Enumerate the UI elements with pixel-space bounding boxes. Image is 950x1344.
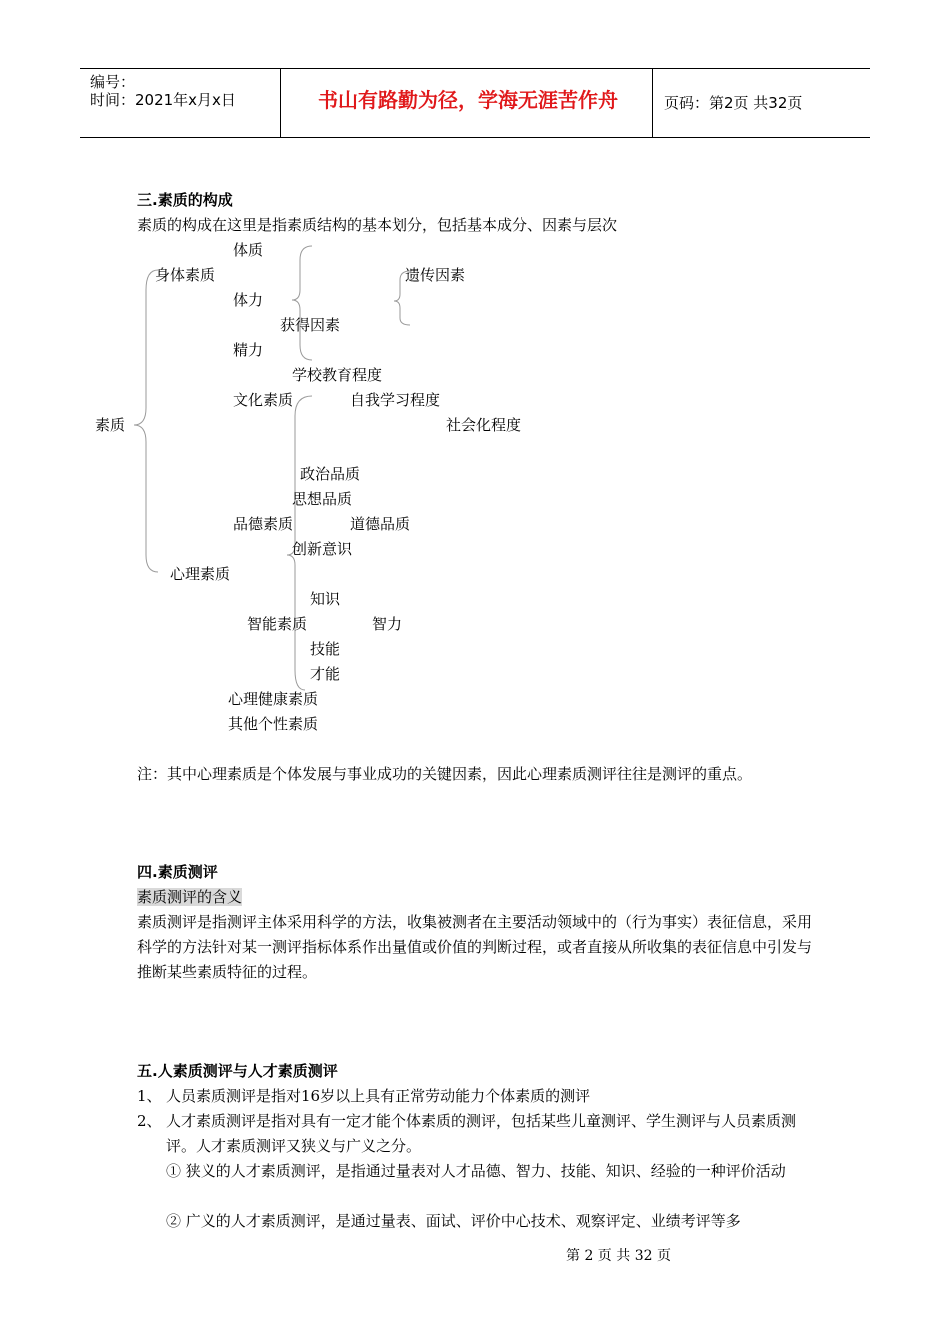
tree-node: 思想品质 [292,490,353,508]
page-footer: 第 2 页 共 32 页 [566,1248,671,1264]
header-motto: 书山有路勤为径，学海无涯苦作舟 [318,88,618,112]
tree-node: 其他个性素质 [228,715,319,733]
tree-node: 心理健康素质 [228,690,319,708]
tree-node: 道德品质 [350,515,411,533]
note: 注：其中心理素质是个体发展与事业成功的关键因素，因此心理素质测评往往是测评的重点。 [137,765,753,783]
tree-node: 政治品质 [300,465,361,483]
section5-title: 五.人素质测评与人才素质测评 [137,1062,338,1080]
sub-item: ① 狭义的人才素质测评，是指通过量表对人才品德、智力、技能、知识、经验的一种评价活动 [166,1162,786,1180]
list-item: 人才素质测评是指对具有一定才能个体素质的测评，包括某些儿童测评、学生测评与人员素质测评。人才素质测评又狭义与广义之分。 [166,1112,797,1155]
tree-node: 智力 [372,615,403,633]
tree-node: 社会化程度 [446,416,522,434]
tree-node: 体质 [233,241,264,259]
tree-node: 精力 [233,341,264,359]
tree-node: 体力 [233,291,264,309]
root-bracket [134,270,158,572]
tree-node: 知识 [310,590,341,608]
section4-body: 素质测评是指测评主体采用科学的方法，收集被测者在主要活动领域中的（行为事实）表征信息，采用科学的方法针对某一测评指标体系作出量值或价值的判断过程，或者直接从所收集的表征信息中引发与推断某些素质特征的过程。 [137,913,813,981]
list-item: 人员素质测评是指对16岁以上具有正常劳动能力个体素质的测评 [166,1087,591,1105]
sub-item: ② 广义的人才素质测评，是通过量表、面试、评价中心技术、观察评定、业绩考评等多 [166,1212,741,1230]
tree-node: 身体素质 [155,266,216,284]
header-page: 页码：第2页 共32页 [664,94,803,112]
tree-node: 心理素质 [170,565,231,583]
tree-node: 学校教育程度 [292,366,383,384]
tree-node: 文化素质 [233,391,294,409]
tree-node: 获得因素 [280,316,341,334]
list-number: 2、 [137,1112,162,1130]
section4-title: 四.素质测评 [137,863,218,881]
tree-node: 才能 [310,665,341,683]
tree-root: 素质 [95,416,126,434]
tree-node: 自我学习程度 [350,391,441,409]
section3-title: 三.素质的构成 [137,191,233,209]
shenti-bracket [292,246,312,360]
section4-subtitle: 素质测评的含义 [137,888,243,906]
header-time: 时间：2021年x月x日 [90,91,236,109]
tree-node: 技能 [310,640,341,658]
tree-node: 智能素质 [247,615,308,633]
tree-node: 遗传因素 [405,266,466,284]
header-number: 编号： [90,73,136,91]
tree-node: 品德素质 [233,515,294,533]
list-number: 1、 [137,1087,162,1105]
section3-intro: 素质的构成在这里是指素质结构的基本划分，包括基本成分、因素与层次 [137,216,618,234]
tree-node: 创新意识 [292,540,353,558]
